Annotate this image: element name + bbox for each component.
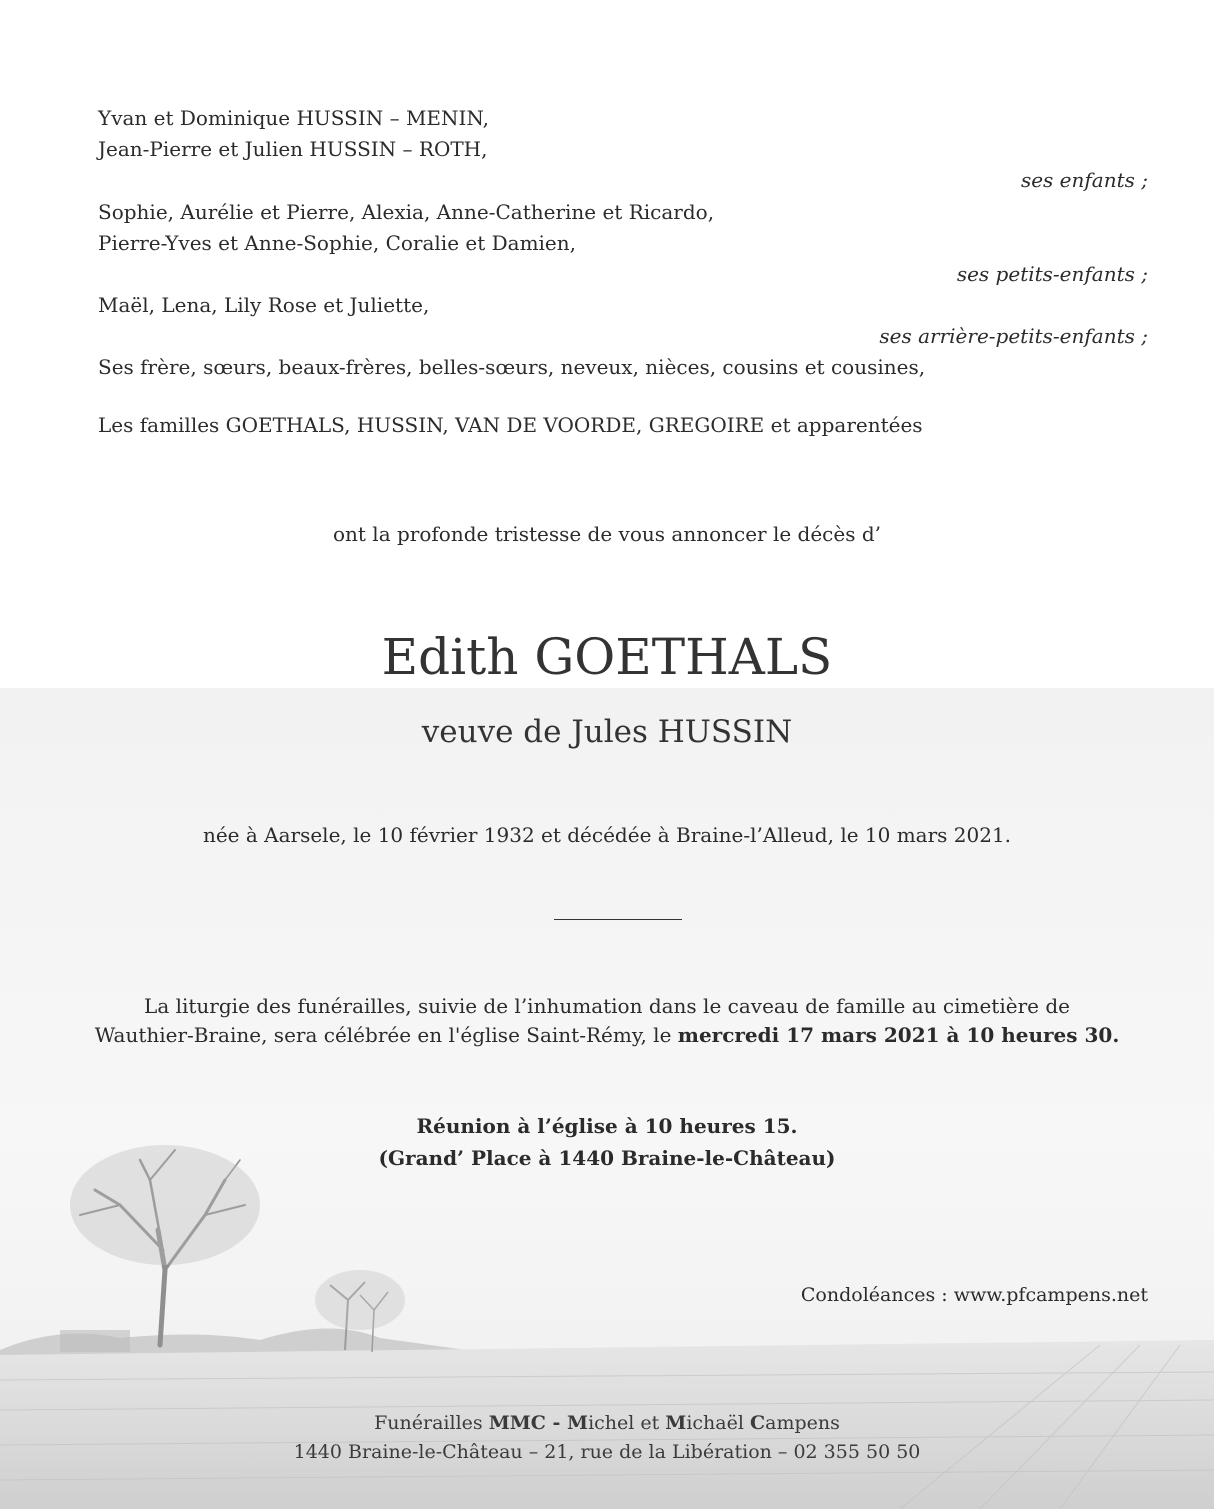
grandchildren-label: ses petits-enfants ; [956, 262, 1148, 286]
funeral-home-m2: M [665, 1412, 687, 1434]
funeral-home-m1: M [567, 1412, 589, 1434]
grandchildren-line-1: Sophie, Aurélie et Pierre, Alexia, Anne-Catherine et Ricardo, [98, 200, 715, 224]
condolences-link[interactable]: Condoléances : www.pfcampens.net [800, 1284, 1148, 1306]
deceased-name: Edith GOETHALS [381, 628, 833, 686]
ceremony-line-1: La liturgie des funérailles, suivie de l’inhumation dans le caveau de famille au cimetière de [144, 994, 1070, 1018]
funeral-home-ampens: ampens [765, 1412, 840, 1434]
children-line-2: Jean-Pierre et Julien HUSSIN – ROTH, [98, 137, 488, 161]
ceremony-line-2 [0, 1022, 1214, 1048]
separator-line [554, 919, 682, 920]
funeral-home-name [0, 1410, 1214, 1436]
great-grandchildren-line: Maël, Lena, Lily Rose et Juliette, [98, 293, 430, 317]
birth-death-dates: née à Aarsele, le 10 février 1932 et décédée à Braine-l’Alleud, le 10 mars 2021. [202, 823, 1012, 847]
families-line: Les familles GOETHALS, HUSSIN, VAN DE VOORDE, GREGOIRE et apparentées [98, 413, 923, 437]
great-grandchildren-label: ses arrière-petits-enfants ; [879, 324, 1148, 348]
ceremony-line-2-text: Wauthier-Braine, sera célébrée en l'église Saint-Rémy, le [94, 1023, 678, 1047]
meeting-time [0, 1113, 1214, 1139]
meeting-place [0, 1145, 1214, 1171]
relatives-line: Ses frère, sœurs, beaux-frères, belles-sœurs, neveux, nièces, cousins et cousines, [98, 355, 926, 379]
ceremony-date-time: mercredi 17 mars 2021 à 10 heures 30. [677, 1023, 1120, 1047]
meeting-place-text: (Grand’ Place à 1440 Braine-le-Château) [378, 1146, 836, 1170]
widow-of: veuve de Jules HUSSIN [421, 714, 793, 750]
children-label: ses enfants ; [1020, 168, 1148, 192]
announcement-text: ont la profonde tristesse de vous annoncer le décès d’ [332, 522, 882, 546]
grandchildren-line-2: Pierre-Yves et Anne-Sophie, Coralie et Damien, [98, 231, 577, 255]
children-line-1: Yvan et Dominique HUSSIN – MENIN, [98, 106, 490, 130]
meeting-time-text: Réunion à l’église à 10 heures 15. [416, 1114, 798, 1138]
funeral-home-prefix: Funérailles [374, 1412, 489, 1434]
funeral-home-mmc: MMC - [488, 1412, 568, 1434]
funeral-home-address: 1440 Braine-le-Château – 21, rue de la Libération – 02 355 50 50 [293, 1441, 921, 1463]
funeral-home-ichel: ichel et [588, 1412, 666, 1434]
funeral-home-ichael: ichaël [686, 1412, 750, 1434]
funeral-home-c: C [750, 1412, 766, 1434]
